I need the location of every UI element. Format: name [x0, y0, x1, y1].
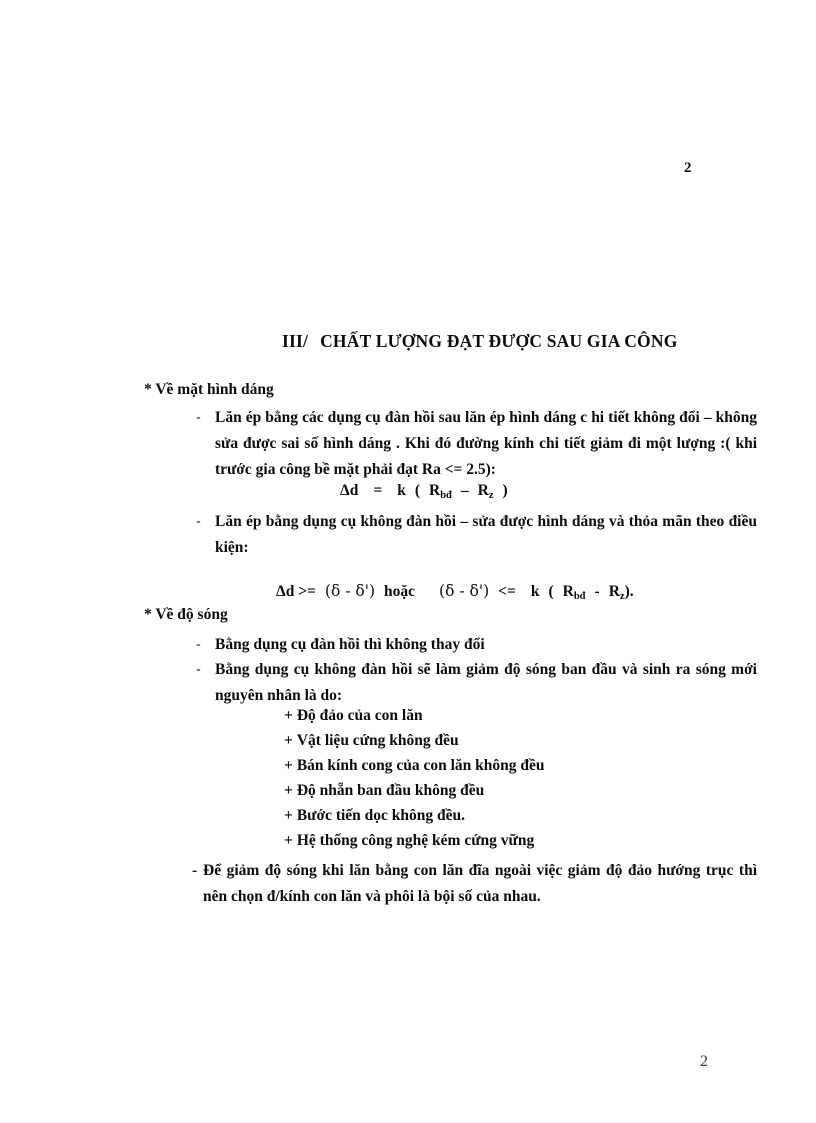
formula-equals: = [373, 482, 383, 499]
plus-marker: + [284, 732, 293, 749]
formula-delta-group-2: (δ - δ') [439, 582, 490, 600]
formula-paren-open: ( [414, 482, 420, 499]
formula-delta-condition [276, 582, 634, 602]
sub-list-item-text: Vật liệu cứng không đều [296, 732, 459, 749]
bullet-dash: - [192, 862, 198, 879]
plus-marker: + [284, 782, 293, 799]
list-item [196, 657, 757, 709]
formula-delta-group-1: (δ - δ') [324, 582, 376, 600]
sub-list-item [284, 807, 465, 825]
page-number-top: 2 [684, 160, 692, 176]
sub-list-item-text: Độ nhẵn ban đầu không đều [296, 782, 485, 799]
sub-list-item [284, 782, 484, 800]
formula-term-rz: $R_z$ [477, 482, 494, 501]
bullet-dash: - [196, 662, 201, 677]
sub-list-item-text: Hệ thống công nghệ kém cứng vững [296, 832, 535, 849]
formula-coefficient-k: k [397, 482, 406, 499]
formula-lhs: Δd >= [276, 583, 316, 600]
heading-numeral: III/ [282, 331, 309, 351]
plus-marker: + [284, 807, 293, 824]
heading-title: CHẤT LƯỢNG ĐẠT ĐƯỢC SAU GIA CÔNG [320, 331, 678, 351]
section-heading [282, 331, 678, 352]
list-item [196, 509, 757, 561]
page-number-bottom: 2 [700, 1053, 708, 1070]
sub-list-item [284, 707, 423, 725]
formula-subscript-bd: bđ [440, 489, 452, 501]
list-item [196, 405, 757, 483]
formula-paren-open: ( [548, 583, 554, 600]
list-item-text: Lăn ép bằng các dụng cụ đàn hồi sau lăn ép hình dáng c hi tiết không đổi – không sửa được sai số hình dáng . Khi đó đường kính chi tiết giảm đi một lượng :( khi trước gia công bề mặt phải đạt Ra <= 2.5): [215, 409, 757, 478]
sub-list-item [284, 732, 459, 750]
plus-marker: + [284, 832, 293, 849]
formula-term-rz: $R_z$ [608, 583, 625, 602]
closing-paragraph-text: Để giảm độ sóng khi lăn bằng con lăn đĩa ngoài việc giảm độ đảo hướng trục thì nên chọn đ/kính con lăn và phôi là bội số của nhau. [203, 862, 757, 905]
formula-relation: <= [498, 583, 516, 600]
formula-operator: – [460, 482, 469, 499]
sub-list-item [284, 832, 534, 850]
formula-subscript-bd: bđ [573, 590, 586, 602]
bullet-dash: - [196, 410, 201, 425]
plus-marker: + [284, 707, 293, 724]
formula-term-rbd: $R_{bđ}$ [428, 482, 452, 501]
formula-subscript-z: z [488, 489, 494, 501]
bullet-dash: - [196, 514, 201, 529]
list-item-text: Bằng dụng cụ không đàn hồi sẽ làm giảm độ sóng ban đầu và sinh ra sóng mới nguyên nhân là do: [215, 661, 757, 704]
subsection-title-shape: * Về mặt hình dáng [144, 381, 274, 398]
formula-lhs: Δd [340, 482, 359, 499]
formula-coefficient-k: k [530, 583, 540, 600]
formula-paren-close: ) [502, 482, 508, 499]
closing-paragraph [192, 858, 757, 910]
bullet-dash: - [196, 637, 201, 652]
subsection-title-waviness: * Về độ sóng [144, 606, 228, 623]
sub-list-item-text: Bước tiến dọc không đều. [296, 807, 466, 824]
formula-conjunction: hoặc [384, 583, 416, 600]
list-item-text: Lăn ép bằng dụng cụ không đàn hồi – sửa được hình dáng và thỏa mãn theo điều kiện: [215, 513, 757, 556]
formula-delta-d [340, 482, 508, 501]
formula-term-rbd: $R_{bđ}$ [562, 583, 586, 602]
formula-subscript-z: z [619, 590, 625, 602]
list-item-text: Bằng dụng cụ đàn hồi thì không thay đổi [215, 636, 485, 653]
sub-list-item-text: Bán kính cong của con lăn không đều [296, 757, 545, 774]
plus-marker: + [284, 757, 293, 774]
list-item [196, 632, 757, 658]
sub-list-item [284, 757, 545, 775]
formula-paren-close: ). [624, 583, 634, 600]
sub-list-item-text: Độ đảo của con lăn [296, 707, 423, 724]
formula-operator: - [594, 583, 600, 600]
